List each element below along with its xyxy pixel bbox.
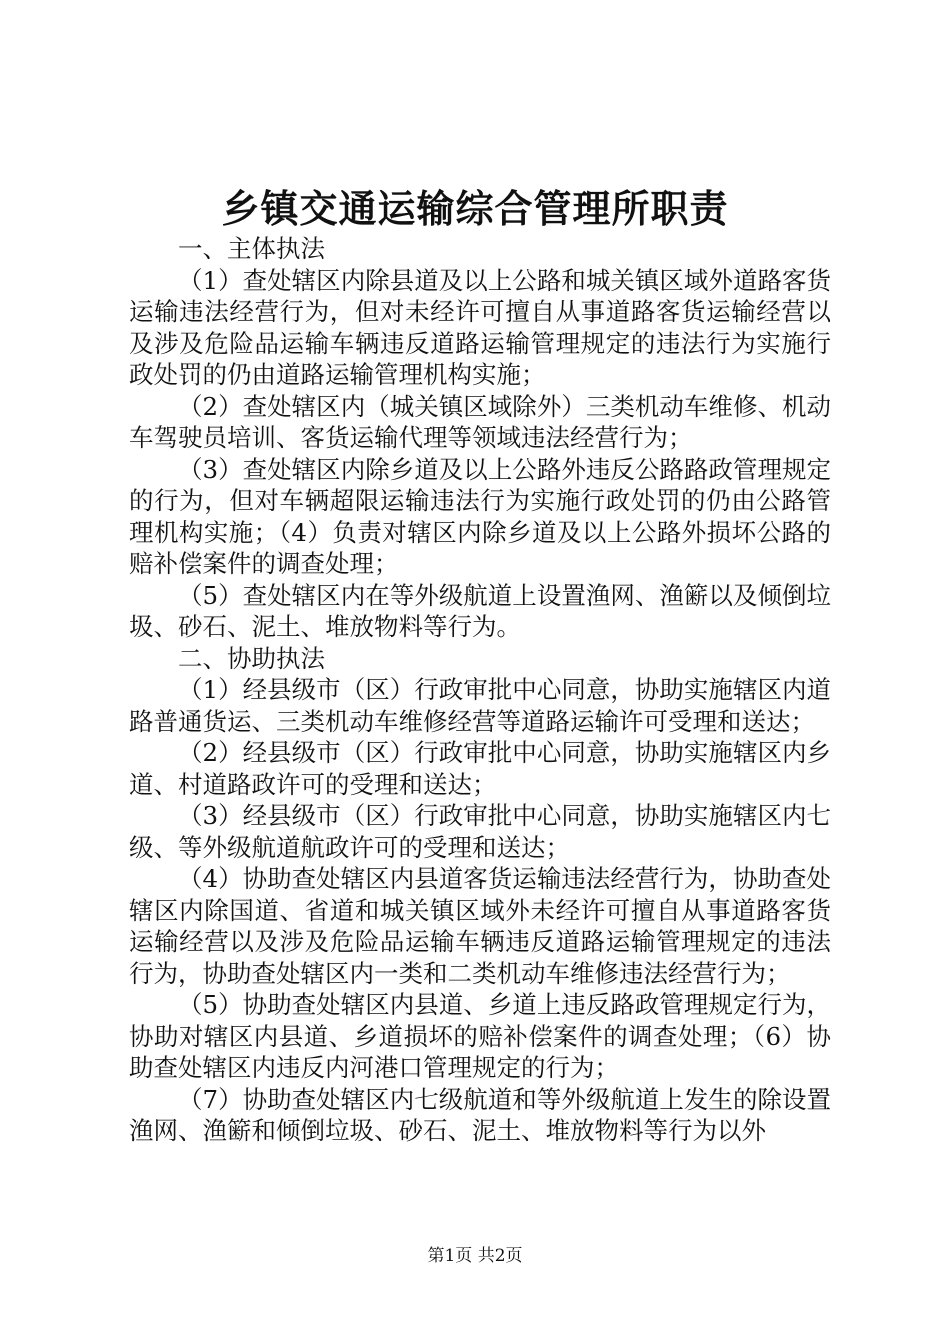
paragraph: （5）查处辖区内在等外级航道上设置渔网、渔簖以及倾倒垃圾、砂石、泥土、堆放物料等行为。: [129, 580, 831, 641]
section-heading: 二、协助执法: [178, 643, 325, 673]
paragraph: （1）经县级市（区）行政审批中心同意，协助实施辖区内道路普通货运、三类机动车维修经营等道路运输许可受理和送达；: [129, 675, 831, 736]
paragraph: （2）查处辖区内（城关镇区域除外）三类机动车维修、机动车驾驶员培训、客货运输代理等领域违法经营行为；: [129, 391, 831, 452]
section-heading: 一、主体执法: [178, 234, 325, 263]
paragraph: （2）经县级市（区）行政审批中心同意，协助实施辖区内乡道、村道路政许可的受理和送达；: [129, 738, 831, 799]
page-title: 乡镇交通运输综合管理所职责: [221, 187, 729, 231]
document-body: [129, 233, 831, 1147]
paragraph: （7）协助查处辖区内七级航道和等外级航道上发生的除设置渔网、渔簖和倾倒垃圾、砂石、泥土、堆放物料等行为以外: [129, 1084, 831, 1145]
paragraph: （4）协助查处辖区内县道客货运输违法经营行为，协助查处辖区内除国道、省道和城关镇区域外未经许可擅自从事道路客货运输经营以及涉及危险品运输车辆违反道路运输管理规定的违法行为，协助查处辖区内一类和二类机动车维修违法经营行为；: [129, 864, 831, 988]
page-number-footer: 第1页 共2页: [427, 1246, 523, 1266]
paragraph: （1）查处辖区内除县道及以上公路和城关镇区域外道路客货运输违法经营行为，但对未经许可擅自从事道路客货运输经营以及涉及危险品运输车辆违反道路运输管理规定的违法行为实施行政处罚的仍由道路运输管理机构实施；: [129, 265, 831, 389]
paragraph: （3）经县级市（区）行政审批中心同意，协助实施辖区内七级、等外级航道航政许可的受理和送达；: [129, 801, 831, 862]
paragraph: （3）查处辖区内除乡道及以上公路外违反公路路政管理规定的行为，但对车辆超限运输违法行为实施行政处罚的仍由公路管理机构实施；（4）负责对辖区内除乡道及以上公路外损坏公路的赔补偿案件的调查处理；: [129, 454, 831, 578]
paragraph: （5）协助查处辖区内县道、乡道上违反路政管理规定行为，协助对辖区内县道、乡道损坏的赔补偿案件的调查处理；（6）协助查处辖区内违反内河港口管理规定的行为；: [129, 990, 831, 1082]
